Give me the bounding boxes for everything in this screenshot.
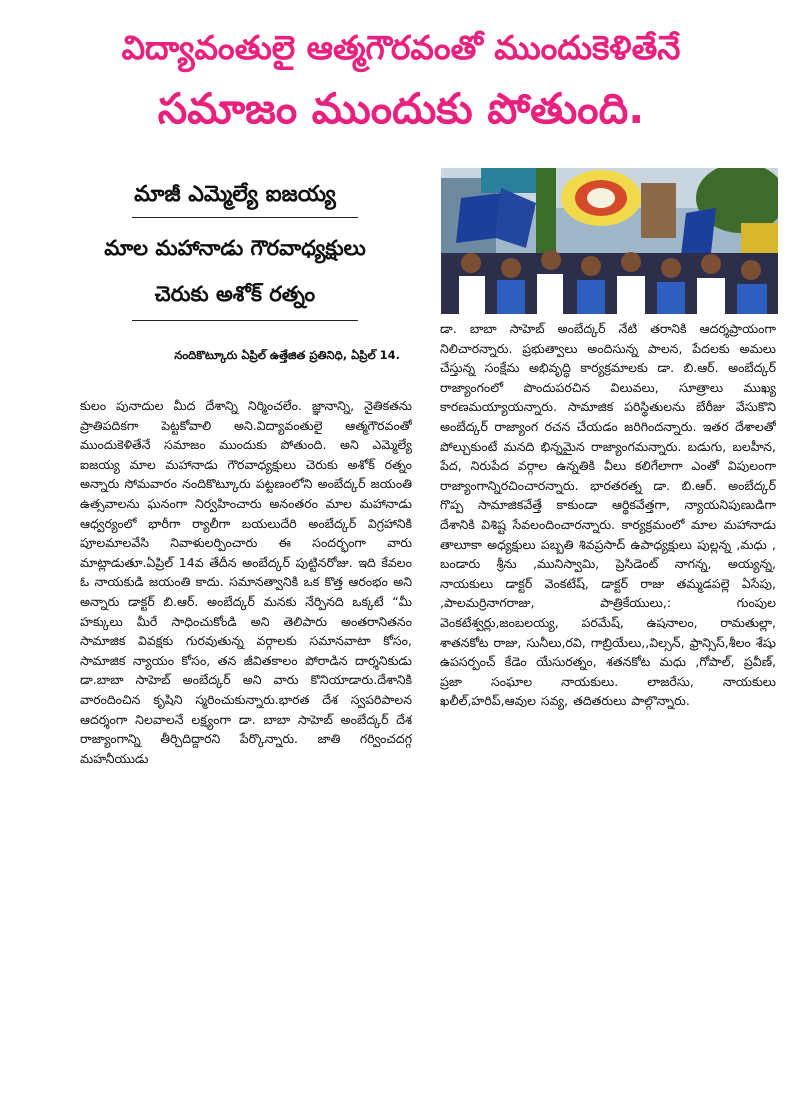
headline-line-1: విద్యావంతులై ఆత్మగౌరవంతో ముందుకెళితేనే bbox=[121, 28, 681, 67]
subhead-line-3: చెరుకు అశోక్ రత్నం bbox=[154, 282, 316, 306]
subhead-line-2: మాల మహానాడు గౌరవాధ్యక్షులు bbox=[104, 236, 366, 260]
subhead-rule-1 bbox=[132, 217, 358, 218]
subhead-rule-2 bbox=[132, 320, 358, 321]
subhead-line-1: మాజీ ఎమ్మెల్యే ఐజయ్య bbox=[134, 182, 336, 207]
dateline: నందికొట్కూరు ఏప్రిల్ ఉత్తేజిత ప్రతినిధి, ఏప్రిల్ 14. bbox=[174, 348, 400, 362]
event-photo bbox=[441, 168, 778, 314]
headline-line-2: సమాజం ముందుకు పోతుంది. bbox=[157, 84, 645, 133]
article-body-right-column: డా. బాబా సాహెబ్ అంబేద్కర్ నేటి తరానికి ఆదర్శప్రాయంగా నిలిచారన్నారు. ప్రభుత్వాలు అందిసున్న పాలన, పేదలకు అమలు చేస్తున్న సంక్షేమ అభివృద్ధి కార్యక్రమాలకు డా. బి.ఆర్. అంబేద్కర్ రాజ్యాంగంలో పొందుపరచిన విలువలు, సూత్రాలు ముఖ్య కారణమయ్యాయన్నారు. సామాజిక పరిస్థితులను బేరీజు వేసుకొని అంబేద్కర్ రాజ్యాంగ రచన చేయడం జరిగిందన్నారు. ఇతర దేశాలతో పోల్చుకుంటే మనది భిన్నమైన రాజ్యాంగమన్నారు. బడుగు, బలహీన, పేద, నిరుపేద వర్గాల ఉన్నతికి వీలు కలిగేలాగా ఎంతో విపులంగా రాజ్యాంగాన్నిరచించారన్నారు. భారతరత్న డా. బి.ఆర్. అంబేద్కర్ గొప్ప సామాజికవేత్తే కాకుండా ఆర్థికవేత్తగా, న్యాయనిపుణుడిగా దేశానికి విశిష్ట సేవలందించారన్నారు. కార్యక్రమంలో మాల మహానాడు తాలూకా అధ్యక్షులు పబ్బతి శివప్రసాద్ ఉపాధ్యక్షులు పుల్లన్న ,మధు , బండారు శ్రీను ,మునిస్వామి, ప్రెసిడెంట్ నాగన్న, అయ్యన్న, నాయకులు డాక్టర్ వెంకటేష్, డాక్టర్ రాజు తమ్మడపల్లె ఏసేపు, ,పాలమర్రినాగరాజు, పాత్రికేయులు,: గుంపుల వెంకటేశ్వర్లు,జంబలయ్య, పరమేష్, ఉషనాలం, రామతుల్లా, శాతనకోట రాజు, సునీలు,రవి, గాబ్రియేలు,,విల్సన్, ఫ్రాన్సిస్,శీలం శేషు ఉపసర్పంచ్ కేడెం యేసురత్నం, శతనకోట మధు ,గోపాల్, ప్రవీణ్, ప్రజా సంఘాల నాయకులు. లాజరేసు, నాయకులు ఖలీల్,హరిప్,ఆవుల సవ్య, తదితరులు పాల్గొన్నారు. bbox=[440, 321, 776, 709]
article-body-left-column: కులం పునాదుల మీద దేశాన్ని నిర్మించలేం. జ్ఞానాన్ని, నైతికతను ప్రాతిపదికగా పెట్టకోవాలి అని.విద్యావంతులై ఆత్మగౌరవంతో ముందుకెళితేనే సమాజం ముందుకు పోతుంది. అని ఎమ్మెల్యే ఐజయ్య మాల మహానాడు గౌరవాధ్యక్షులు చెరుకు అశోక్ రత్నం అన్నారు సోమవారం నందికొట్కూరు పట్టణంలోని అంబేద్కర్ జయంతి ఉత్సవాలను ఘనంగా నిర్వహించారు అనంతరం మాల మహానాడు ఆధ్వర్యంలో భారీగా ర్యాలీగా బయలుదేరి అంబేద్కర్ విగ్రహానికి పూలమాలవేసి నివాళులర్పించారు ఈ సందర్భంగా వారు మాట్లాడుతూ.ఏప్రిల్ 14వ తేదీన అంబేద్కర్ పుట్టినరోజు. ఇది కేవలం ఓ నాయకుడి జయంతి కాదు. సమానత్వానికి ఒక కొత్త ఆరంభం అని అన్నారు డాక్టర్ బి.ఆర్. అంబేద్కర్ మనకు నేర్పినది ఒక్కటే “మీ హక్కులు మీరే సాధించుకోండి అని తెలిపారు అంతరానితనం సామాజిక వివక్షకు గురవుతున్న వర్గాలకు సమానవాటా కోసం, సామాజిక న్యాయం కోసం, తన జీవితకాలం పోరాడిన దార్శనికుడు డా.బాబా సాహెబ్ అంబేద్కర్ అని వారు కొనియాడారు.దేశానికి వారందించిన కృషిని స్మరించుకున్నారు.భారత దేశ స్వపరిపాలన ఆదర్శంగా నిలవాలనే లక్ష్యంగా డా. బాబా సాహెబ్ అంబేద్కర్ దేశ రాజ్యాంగాన్ని తీర్చిదిద్దారని పేర్కొన్నారు. జాతి గర్వించదగ్గ మహనీయుడు bbox=[80, 398, 412, 766]
